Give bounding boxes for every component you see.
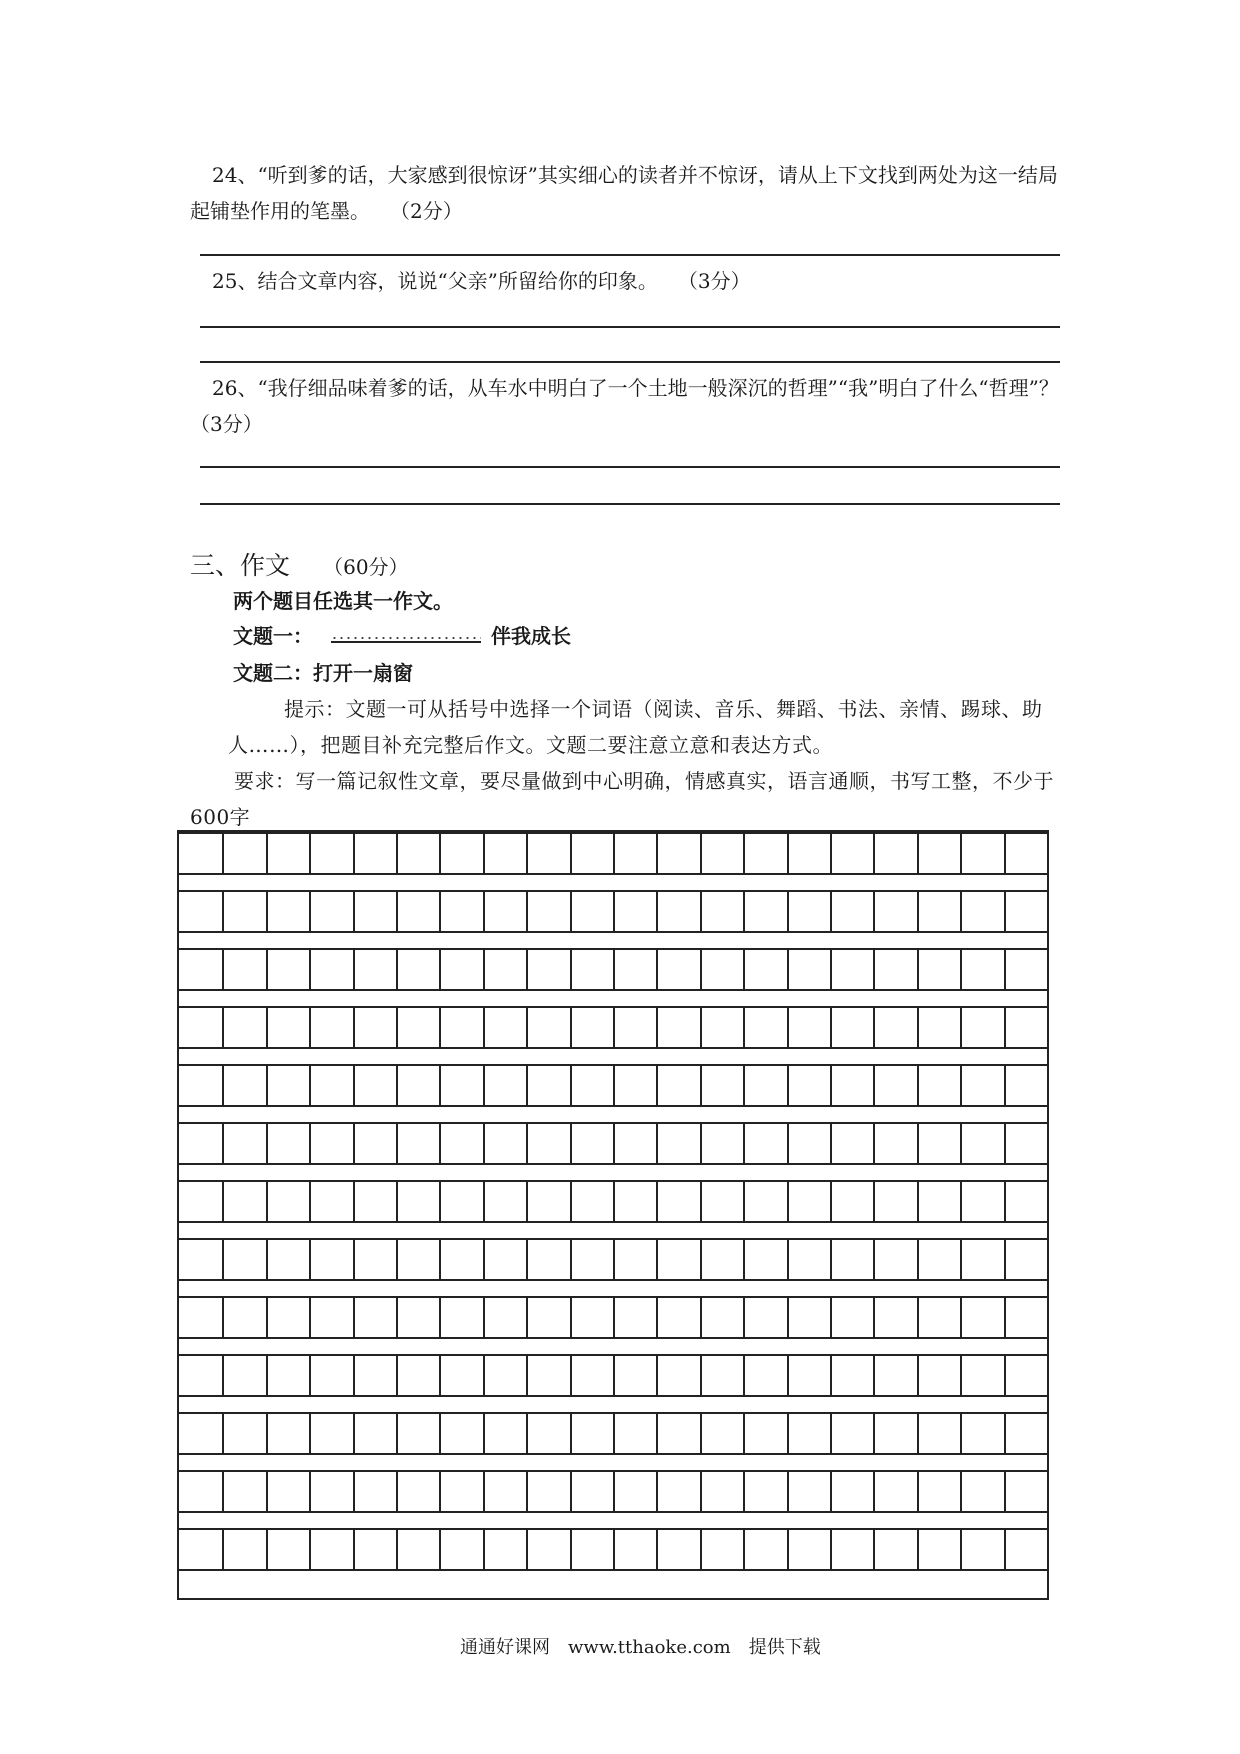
grid-cell[interactable] (873, 1356, 916, 1395)
grid-cell[interactable] (1004, 1240, 1047, 1279)
grid-cell[interactable] (266, 1182, 309, 1221)
grid-cell[interactable] (700, 892, 743, 931)
grid-cell[interactable] (787, 1124, 830, 1163)
grid-cell[interactable] (917, 1182, 960, 1221)
question-24: 24、“听到爹的话，大家感到很惊讶”其实细心的读者并不惊讶，请从上下文找到两处为这一结局起铺垫作用的笔墨。 （2分） (190, 163, 1058, 223)
grid-cell[interactable] (656, 1356, 699, 1395)
grid-cell[interactable] (656, 1182, 699, 1221)
grid-cell[interactable] (222, 1472, 265, 1511)
grid-cell[interactable] (830, 892, 873, 931)
grid-row (179, 890, 1047, 933)
grid-cell[interactable] (873, 1066, 916, 1105)
grid-cell[interactable] (656, 1472, 699, 1511)
grid-cell[interactable] (439, 892, 482, 931)
grid-cell[interactable] (700, 1182, 743, 1221)
grid-cell[interactable] (179, 892, 222, 931)
grid-cell[interactable] (743, 1008, 786, 1047)
grid-cell[interactable] (917, 1008, 960, 1047)
grid-cell[interactable] (743, 1240, 786, 1279)
grid-cell[interactable] (873, 1240, 916, 1279)
grid-cell[interactable] (700, 1472, 743, 1511)
grid-cell[interactable] (656, 1066, 699, 1105)
grid-cell[interactable] (960, 1530, 1003, 1569)
grid-cell[interactable] (222, 892, 265, 931)
grid-cell[interactable] (917, 892, 960, 931)
grid-cell[interactable] (1004, 950, 1047, 989)
grid-cell[interactable] (613, 1356, 656, 1395)
grid-cell[interactable] (656, 950, 699, 989)
grid-cell[interactable] (179, 1008, 222, 1047)
grid-cell[interactable] (570, 834, 613, 873)
grid-cell[interactable] (222, 1414, 265, 1453)
grid-cell[interactable] (656, 892, 699, 931)
grid-cell[interactable] (743, 892, 786, 931)
grid-cell[interactable] (570, 1414, 613, 1453)
grid-cell[interactable] (266, 1124, 309, 1163)
grid-cell[interactable] (222, 950, 265, 989)
grid-cell[interactable] (960, 1240, 1003, 1279)
grid-cell[interactable] (613, 1240, 656, 1279)
grid-cell[interactable] (613, 834, 656, 873)
grid-cell[interactable] (960, 1298, 1003, 1337)
grid-cell[interactable] (483, 1008, 526, 1047)
topic-1-blank[interactable] (331, 623, 481, 643)
grid-cell[interactable] (960, 1356, 1003, 1395)
grid-cell[interactable] (483, 1066, 526, 1105)
grid-row (179, 1470, 1047, 1513)
grid-cell[interactable] (613, 1124, 656, 1163)
grid-cell[interactable] (222, 834, 265, 873)
grid-cell[interactable] (873, 1414, 916, 1453)
grid-cell[interactable] (353, 1240, 396, 1279)
grid-cell[interactable] (483, 1472, 526, 1511)
grid-cell[interactable] (396, 1240, 439, 1279)
grid-cell[interactable] (656, 1414, 699, 1453)
grid-cell[interactable] (309, 1240, 352, 1279)
grid-cell[interactable] (439, 1008, 482, 1047)
grid-cell[interactable] (787, 950, 830, 989)
grid-cell[interactable] (1004, 1472, 1047, 1511)
grid-cell[interactable] (700, 1240, 743, 1279)
grid-cell[interactable] (526, 1008, 569, 1047)
grid-cell[interactable] (570, 1182, 613, 1221)
grid-cell[interactable] (179, 834, 222, 873)
grid-cell[interactable] (439, 1124, 482, 1163)
grid-cell[interactable] (1004, 1356, 1047, 1395)
grid-cell[interactable] (873, 1298, 916, 1337)
grid-cell[interactable] (483, 1356, 526, 1395)
grid-cell[interactable] (960, 892, 1003, 931)
grid-cell[interactable] (873, 1008, 916, 1047)
grid-cell[interactable] (439, 1066, 482, 1105)
grid-cell[interactable] (483, 1298, 526, 1337)
grid-cell[interactable] (266, 1530, 309, 1569)
grid-cell[interactable] (1004, 1414, 1047, 1453)
grid-cell[interactable] (222, 1066, 265, 1105)
grid-cell[interactable] (873, 892, 916, 931)
grid-row (179, 1122, 1047, 1165)
grid-cell[interactable] (787, 1298, 830, 1337)
grid-cell[interactable] (1004, 1182, 1047, 1221)
grid-cell[interactable] (396, 1124, 439, 1163)
question-25: 25、结合文章内容，说说“父亲”所留给你的印象。 （3分） (212, 269, 751, 293)
grid-cell[interactable] (526, 1356, 569, 1395)
grid-cell[interactable] (439, 1182, 482, 1221)
grid-cell[interactable] (787, 1240, 830, 1279)
grid-cell[interactable] (222, 1240, 265, 1279)
grid-cell[interactable] (917, 1240, 960, 1279)
grid-cell[interactable] (570, 1124, 613, 1163)
grid-cell[interactable] (1004, 1530, 1047, 1569)
grid-cell[interactable] (873, 1530, 916, 1569)
grid-cell[interactable] (266, 1066, 309, 1105)
answer-line-25a[interactable] (200, 326, 1060, 328)
composition-heading-row (190, 546, 409, 582)
grid-cell[interactable] (873, 1124, 916, 1163)
grid-cell[interactable] (613, 1530, 656, 1569)
grid-cell[interactable] (309, 1356, 352, 1395)
grid-cell[interactable] (526, 1124, 569, 1163)
grid-cell[interactable] (570, 1472, 613, 1511)
grid-cell[interactable] (222, 1124, 265, 1163)
grid-cell[interactable] (266, 1298, 309, 1337)
grid-cell[interactable] (309, 1182, 352, 1221)
grid-cell[interactable] (353, 1472, 396, 1511)
grid-cell[interactable] (960, 1472, 1003, 1511)
grid-cell[interactable] (526, 950, 569, 989)
grid-cell[interactable] (830, 1414, 873, 1453)
grid-cell[interactable] (526, 1472, 569, 1511)
grid-row (179, 1238, 1047, 1281)
grid-row (179, 1528, 1047, 1571)
grid-cell[interactable] (526, 892, 569, 931)
grid-cell[interactable] (439, 950, 482, 989)
grid-cell[interactable] (353, 1182, 396, 1221)
grid-cell[interactable] (656, 1124, 699, 1163)
section-heading: 三、作文 (190, 551, 291, 580)
grid-cell[interactable] (266, 1356, 309, 1395)
grid-cell[interactable] (309, 1530, 352, 1569)
grid-cell[interactable] (396, 1356, 439, 1395)
grid-cell[interactable] (830, 1472, 873, 1511)
grid-row (179, 1412, 1047, 1455)
page-footer: 通通好课网 www.tthaoke.com 提供下载 (460, 1637, 821, 1658)
grid-cell[interactable] (873, 950, 916, 989)
grid-cell[interactable] (960, 1008, 1003, 1047)
grid-cell[interactable] (960, 1066, 1003, 1105)
grid-cell[interactable] (787, 1008, 830, 1047)
grid-cell[interactable] (353, 1530, 396, 1569)
grid-cell[interactable] (266, 834, 309, 873)
grid-cell[interactable] (483, 1124, 526, 1163)
grid-cell[interactable] (266, 1240, 309, 1279)
grid-cell[interactable] (179, 1066, 222, 1105)
grid-cell[interactable] (396, 1472, 439, 1511)
grid-cell[interactable] (830, 1356, 873, 1395)
grid-cell[interactable] (917, 1414, 960, 1453)
grid-cell[interactable] (439, 1414, 482, 1453)
grid-cell[interactable] (917, 1472, 960, 1511)
grid-cell[interactable] (266, 1472, 309, 1511)
grid-cell[interactable] (743, 1356, 786, 1395)
grid-cell[interactable] (960, 1182, 1003, 1221)
grid-cell[interactable] (787, 1182, 830, 1221)
grid-cell[interactable] (787, 834, 830, 873)
grid-cell[interactable] (917, 1356, 960, 1395)
grid-cell[interactable] (830, 950, 873, 989)
grid-cell[interactable] (1004, 1298, 1047, 1337)
grid-cell[interactable] (439, 1472, 482, 1511)
grid-cell[interactable] (917, 1124, 960, 1163)
grid-cell[interactable] (483, 834, 526, 873)
grid-cell[interactable] (570, 1008, 613, 1047)
grid-cell[interactable] (700, 950, 743, 989)
grid-cell[interactable] (1004, 1124, 1047, 1163)
topic-1-label: 文题一： (233, 624, 313, 648)
grid-cell[interactable] (570, 950, 613, 989)
grid-cell[interactable] (613, 1298, 656, 1337)
grid-cell[interactable] (743, 834, 786, 873)
grid-cell[interactable] (439, 834, 482, 873)
grid-cell[interactable] (656, 1008, 699, 1047)
grid-cell[interactable] (396, 1066, 439, 1105)
grid-cell[interactable] (1004, 834, 1047, 873)
grid-cell[interactable] (483, 1530, 526, 1569)
grid-cell[interactable] (353, 1008, 396, 1047)
section-points: （60分） (323, 555, 409, 579)
grid-cell[interactable] (917, 1530, 960, 1569)
grid-cell[interactable] (917, 1066, 960, 1105)
grid-cell[interactable] (222, 1356, 265, 1395)
grid-cell[interactable] (787, 1356, 830, 1395)
grid-cell[interactable] (309, 892, 352, 931)
grid-cell[interactable] (570, 1356, 613, 1395)
grid-cell[interactable] (570, 1298, 613, 1337)
grid-cell[interactable] (526, 1182, 569, 1221)
grid-cell[interactable] (570, 1066, 613, 1105)
writing-grid[interactable] (177, 830, 1049, 1600)
answer-line-24[interactable] (200, 254, 1060, 256)
grid-cell[interactable] (483, 1182, 526, 1221)
grid-cell[interactable] (830, 1530, 873, 1569)
grid-cell[interactable] (743, 1066, 786, 1105)
grid-cell[interactable] (222, 1182, 265, 1221)
grid-cell[interactable] (266, 892, 309, 931)
grid-cell[interactable] (656, 1240, 699, 1279)
grid-cell[interactable] (787, 1414, 830, 1453)
grid-cell[interactable] (222, 1530, 265, 1569)
grid-cell[interactable] (1004, 892, 1047, 931)
grid-cell[interactable] (179, 1472, 222, 1511)
grid-cell[interactable] (222, 1008, 265, 1047)
grid-cell[interactable] (309, 1298, 352, 1337)
grid-cell[interactable] (830, 1066, 873, 1105)
grid-cell[interactable] (873, 1472, 916, 1511)
grid-cell[interactable] (526, 834, 569, 873)
grid-cell[interactable] (396, 1298, 439, 1337)
grid-cell[interactable] (309, 950, 352, 989)
composition-requirement: 要求：写一篇记叙性文章，要尽量做到中心明确，情感真实，语言通顺，书写工整，不少于600字 (190, 769, 1054, 829)
grid-row (179, 948, 1047, 991)
grid-cell[interactable] (830, 1298, 873, 1337)
topic-1-suffix: 伴我成长 (491, 624, 571, 648)
grid-cell[interactable] (700, 834, 743, 873)
grid-cell[interactable] (743, 1530, 786, 1569)
grid-cell[interactable] (700, 1356, 743, 1395)
grid-cell[interactable] (700, 1066, 743, 1105)
topic-1 (233, 620, 571, 649)
grid-row (179, 1006, 1047, 1049)
grid-cell[interactable] (309, 1472, 352, 1511)
grid-cell[interactable] (439, 1240, 482, 1279)
composition-hint: 提示：文题一可从括号中选择一个词语（阅读、音乐、舞蹈、书法、亲情、踢球、助人……），把题目补充完整后作文。文题二要注意立意和表达方式。 (228, 697, 1043, 757)
grid-cell[interactable] (309, 1414, 352, 1453)
grid-cell[interactable] (960, 950, 1003, 989)
grid-row (179, 1354, 1047, 1397)
grid-cell[interactable] (613, 1182, 656, 1221)
grid-cell[interactable] (743, 1182, 786, 1221)
grid-cell[interactable] (396, 1414, 439, 1453)
grid-cell[interactable] (266, 1414, 309, 1453)
grid-cell[interactable] (309, 1066, 352, 1105)
grid-cell[interactable] (353, 1124, 396, 1163)
grid-cell[interactable] (309, 1008, 352, 1047)
grid-cell[interactable] (656, 834, 699, 873)
grid-cell[interactable] (873, 834, 916, 873)
answer-line-26a[interactable] (200, 466, 1060, 468)
answer-line-26b[interactable] (200, 503, 1060, 505)
grid-cell[interactable] (613, 1066, 656, 1105)
grid-cell[interactable] (743, 1124, 786, 1163)
grid-cell[interactable] (743, 950, 786, 989)
grid-cell[interactable] (266, 950, 309, 989)
grid-cell[interactable] (353, 834, 396, 873)
grid-cell[interactable] (179, 950, 222, 989)
grid-cell[interactable] (656, 1530, 699, 1569)
grid-cell[interactable] (787, 1530, 830, 1569)
grid-row (179, 832, 1047, 875)
grid-cell[interactable] (570, 1240, 613, 1279)
grid-cell[interactable] (396, 834, 439, 873)
grid-cell[interactable] (700, 1298, 743, 1337)
grid-cell[interactable] (483, 892, 526, 931)
grid-cell[interactable] (222, 1298, 265, 1337)
composition-instruction: 两个题目任选其一作文。 (233, 589, 453, 613)
grid-cell[interactable] (179, 1124, 222, 1163)
question-26: 26、“我仔细品味着爹的话，从车水中明白了一个土地一般深沉的哲理”“我”明白了什么“哲理”？ （3分） (190, 376, 1099, 436)
grid-cell[interactable] (353, 1298, 396, 1337)
grid-cell[interactable] (873, 1182, 916, 1221)
grid-cell[interactable] (179, 1530, 222, 1569)
grid-cell[interactable] (917, 950, 960, 989)
grid-cell[interactable] (483, 1414, 526, 1453)
grid-cell[interactable] (787, 892, 830, 931)
grid-cell[interactable] (1004, 1066, 1047, 1105)
grid-cell[interactable] (960, 1124, 1003, 1163)
grid-cell[interactable] (526, 1240, 569, 1279)
grid-cell[interactable] (830, 1240, 873, 1279)
grid-cell[interactable] (743, 1472, 786, 1511)
grid-cell[interactable] (960, 1414, 1003, 1453)
grid-cell[interactable] (526, 1298, 569, 1337)
grid-cell[interactable] (309, 1124, 352, 1163)
grid-cell[interactable] (353, 1356, 396, 1395)
grid-cell[interactable] (700, 1414, 743, 1453)
grid-cell[interactable] (656, 1298, 699, 1337)
grid-cell[interactable] (179, 1414, 222, 1453)
grid-row (179, 1064, 1047, 1107)
grid-cell[interactable] (613, 1472, 656, 1511)
grid-cell[interactable] (613, 892, 656, 931)
grid-cell[interactable] (266, 1008, 309, 1047)
grid-cell[interactable] (743, 1414, 786, 1453)
grid-cell[interactable] (787, 1472, 830, 1511)
grid-cell[interactable] (396, 950, 439, 989)
grid-cell[interactable] (309, 834, 352, 873)
grid-cell[interactable] (353, 1066, 396, 1105)
grid-cell[interactable] (439, 1356, 482, 1395)
grid-cell[interactable] (483, 950, 526, 989)
grid-cell[interactable] (830, 1124, 873, 1163)
grid-cell[interactable] (526, 1066, 569, 1105)
grid-cell[interactable] (179, 1182, 222, 1221)
grid-cell[interactable] (1004, 1008, 1047, 1047)
grid-row (179, 1180, 1047, 1223)
grid-cell[interactable] (526, 1530, 569, 1569)
grid-cell[interactable] (353, 950, 396, 989)
grid-cell[interactable] (917, 834, 960, 873)
grid-row (179, 1296, 1047, 1339)
grid-cell[interactable] (570, 1530, 613, 1569)
grid-cell[interactable] (396, 1008, 439, 1047)
grid-cell[interactable] (830, 1182, 873, 1221)
answer-line-25b[interactable] (200, 361, 1060, 363)
grid-cell[interactable] (396, 1182, 439, 1221)
grid-cell[interactable] (483, 1240, 526, 1279)
grid-cell[interactable] (179, 1240, 222, 1279)
grid-cell[interactable] (179, 1298, 222, 1337)
grid-cell[interactable] (353, 1414, 396, 1453)
grid-cell[interactable] (613, 950, 656, 989)
topic-2: 文题二：打开一扇窗 (233, 661, 413, 685)
grid-cell[interactable] (700, 1124, 743, 1163)
grid-cell[interactable] (830, 834, 873, 873)
grid-cell[interactable] (439, 1530, 482, 1569)
grid-cell[interactable] (613, 1008, 656, 1047)
grid-cell[interactable] (613, 1414, 656, 1453)
grid-cell[interactable] (917, 1298, 960, 1337)
grid-cell[interactable] (700, 1008, 743, 1047)
grid-cell[interactable] (960, 834, 1003, 873)
grid-cell[interactable] (743, 1298, 786, 1337)
grid-cell[interactable] (787, 1066, 830, 1105)
grid-cell[interactable] (700, 1530, 743, 1569)
grid-cell[interactable] (353, 892, 396, 931)
grid-cell[interactable] (830, 1008, 873, 1047)
grid-cell[interactable] (396, 892, 439, 931)
grid-cell[interactable] (396, 1530, 439, 1569)
grid-cell[interactable] (526, 1414, 569, 1453)
grid-cell[interactable] (179, 1356, 222, 1395)
grid-cell[interactable] (570, 892, 613, 931)
grid-cell[interactable] (439, 1298, 482, 1337)
